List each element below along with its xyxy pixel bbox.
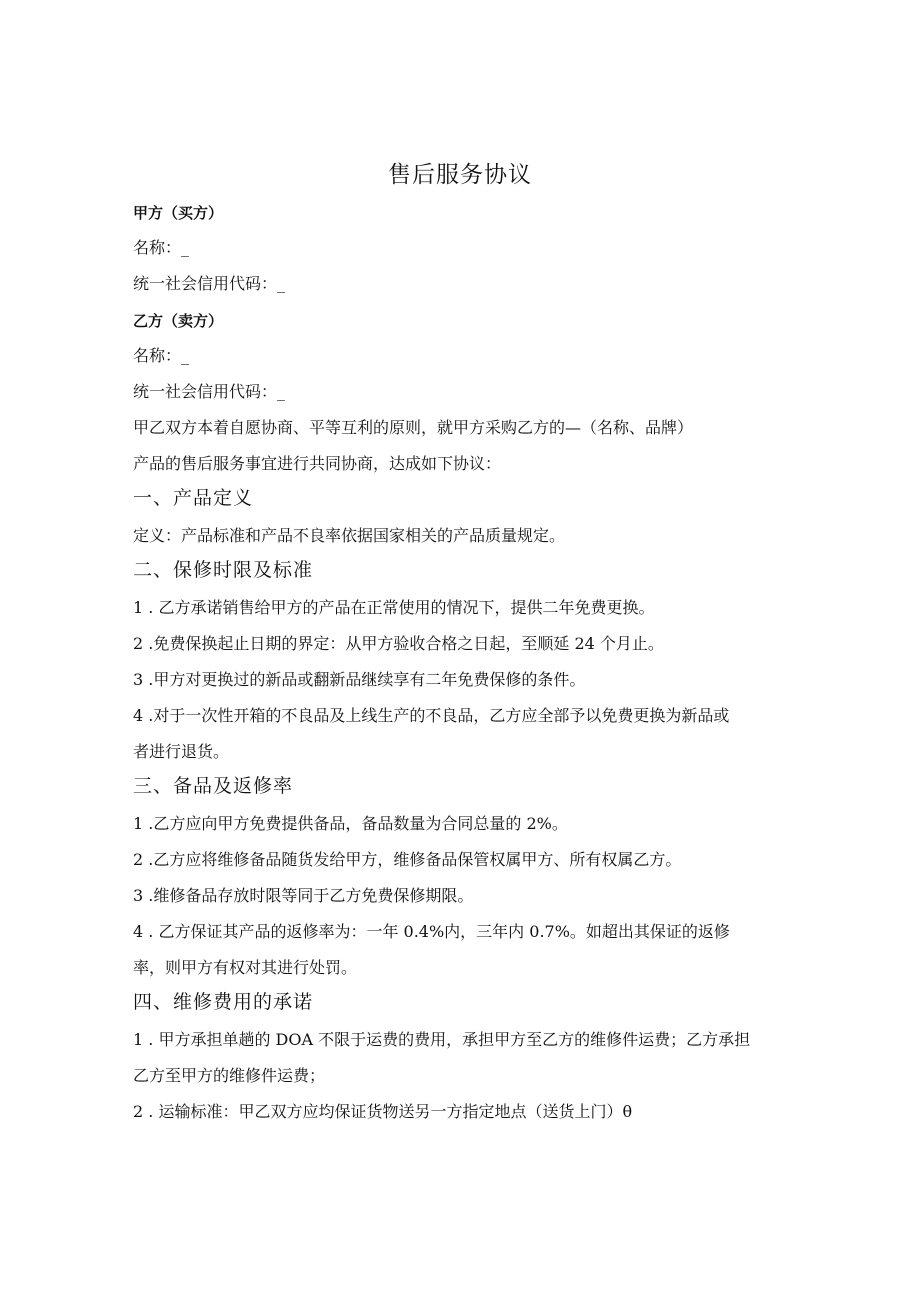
section-line: 2 .免费保换起止日期的界定：从甲方验收合格之日起，至顺延 24 个月止。 [133,634,664,653]
section-line: 4 . 乙方保证其产品的返修率为：一年 0.4%内，三年内 0.7%。如超出其保证的返修 [133,922,730,941]
party-b-name-line: 名称：_ [133,346,190,365]
party-a-name-line: 名称：_ [133,238,190,257]
section-line: 1 . 乙方承诺销售给甲方的产品在正常使用的情况下，提供二年免费更换。 [133,598,655,617]
section-line: 4 .对于一次性开箱的不良品及上线生产的不良品，乙方应全部予以免费更换为新品或 [133,706,730,725]
party-b-credit-code-line: 统一社会信用代码：_ [133,382,286,401]
party-a-label: 甲方（买方） [133,204,224,222]
section-line: 3 .甲方对更换过的新品或翻新品继续享有二年免费保修的条件。 [133,670,586,689]
section-line: 2 .乙方应将维修备品随货发给甲方，维修备品保管权属甲方、所有权属乙方。 [133,850,682,869]
section-line: 1 . 甲方承担单趟的 DOA 不限于运费的费用，承担甲方至乙方的维修件运费；乙方承担 [133,1030,751,1049]
party-b-label: 乙方（卖方） [133,312,224,330]
section-heading-warranty: 二、保修时限及标准 [133,559,314,581]
intro-line: 产品的售后服务事宜进行共同协商，达成如下协议： [133,454,502,473]
section-line: 者进行退货。 [133,742,230,761]
party-a-credit-code-line: 统一社会信用代码：_ [133,274,286,293]
section-line: 率，则甲方有权对其进行处罚。 [133,958,358,977]
section-line: 1 .乙方应向甲方免费提供备品，备品数量为合同总量的 2%。 [133,814,568,833]
document-title: 售后服务协议 [388,162,532,188]
intro-line: 甲乙双方本着自愿协商、平等互利的原则，就甲方采购乙方的—（名称、品牌） [133,418,694,437]
section-heading-repair-costs: 四、维修费用的承诺 [133,991,314,1013]
section-line: 定义：产品标准和产品不良率依据国家相关的产品质量规定。 [133,526,566,545]
section-heading-spare-parts: 三、备品及返修率 [133,775,294,797]
section-line: 2 . 运输标准：甲乙双方应均保证货物送另一方指定地点（送货上门）θ [133,1102,633,1121]
section-line: 3 .维修备品存放时限等同于乙方免费保修期限。 [133,886,474,905]
section-heading-product-definition: 一、产品定义 [133,487,254,509]
section-line: 乙方至甲方的维修件运费； [133,1066,326,1085]
